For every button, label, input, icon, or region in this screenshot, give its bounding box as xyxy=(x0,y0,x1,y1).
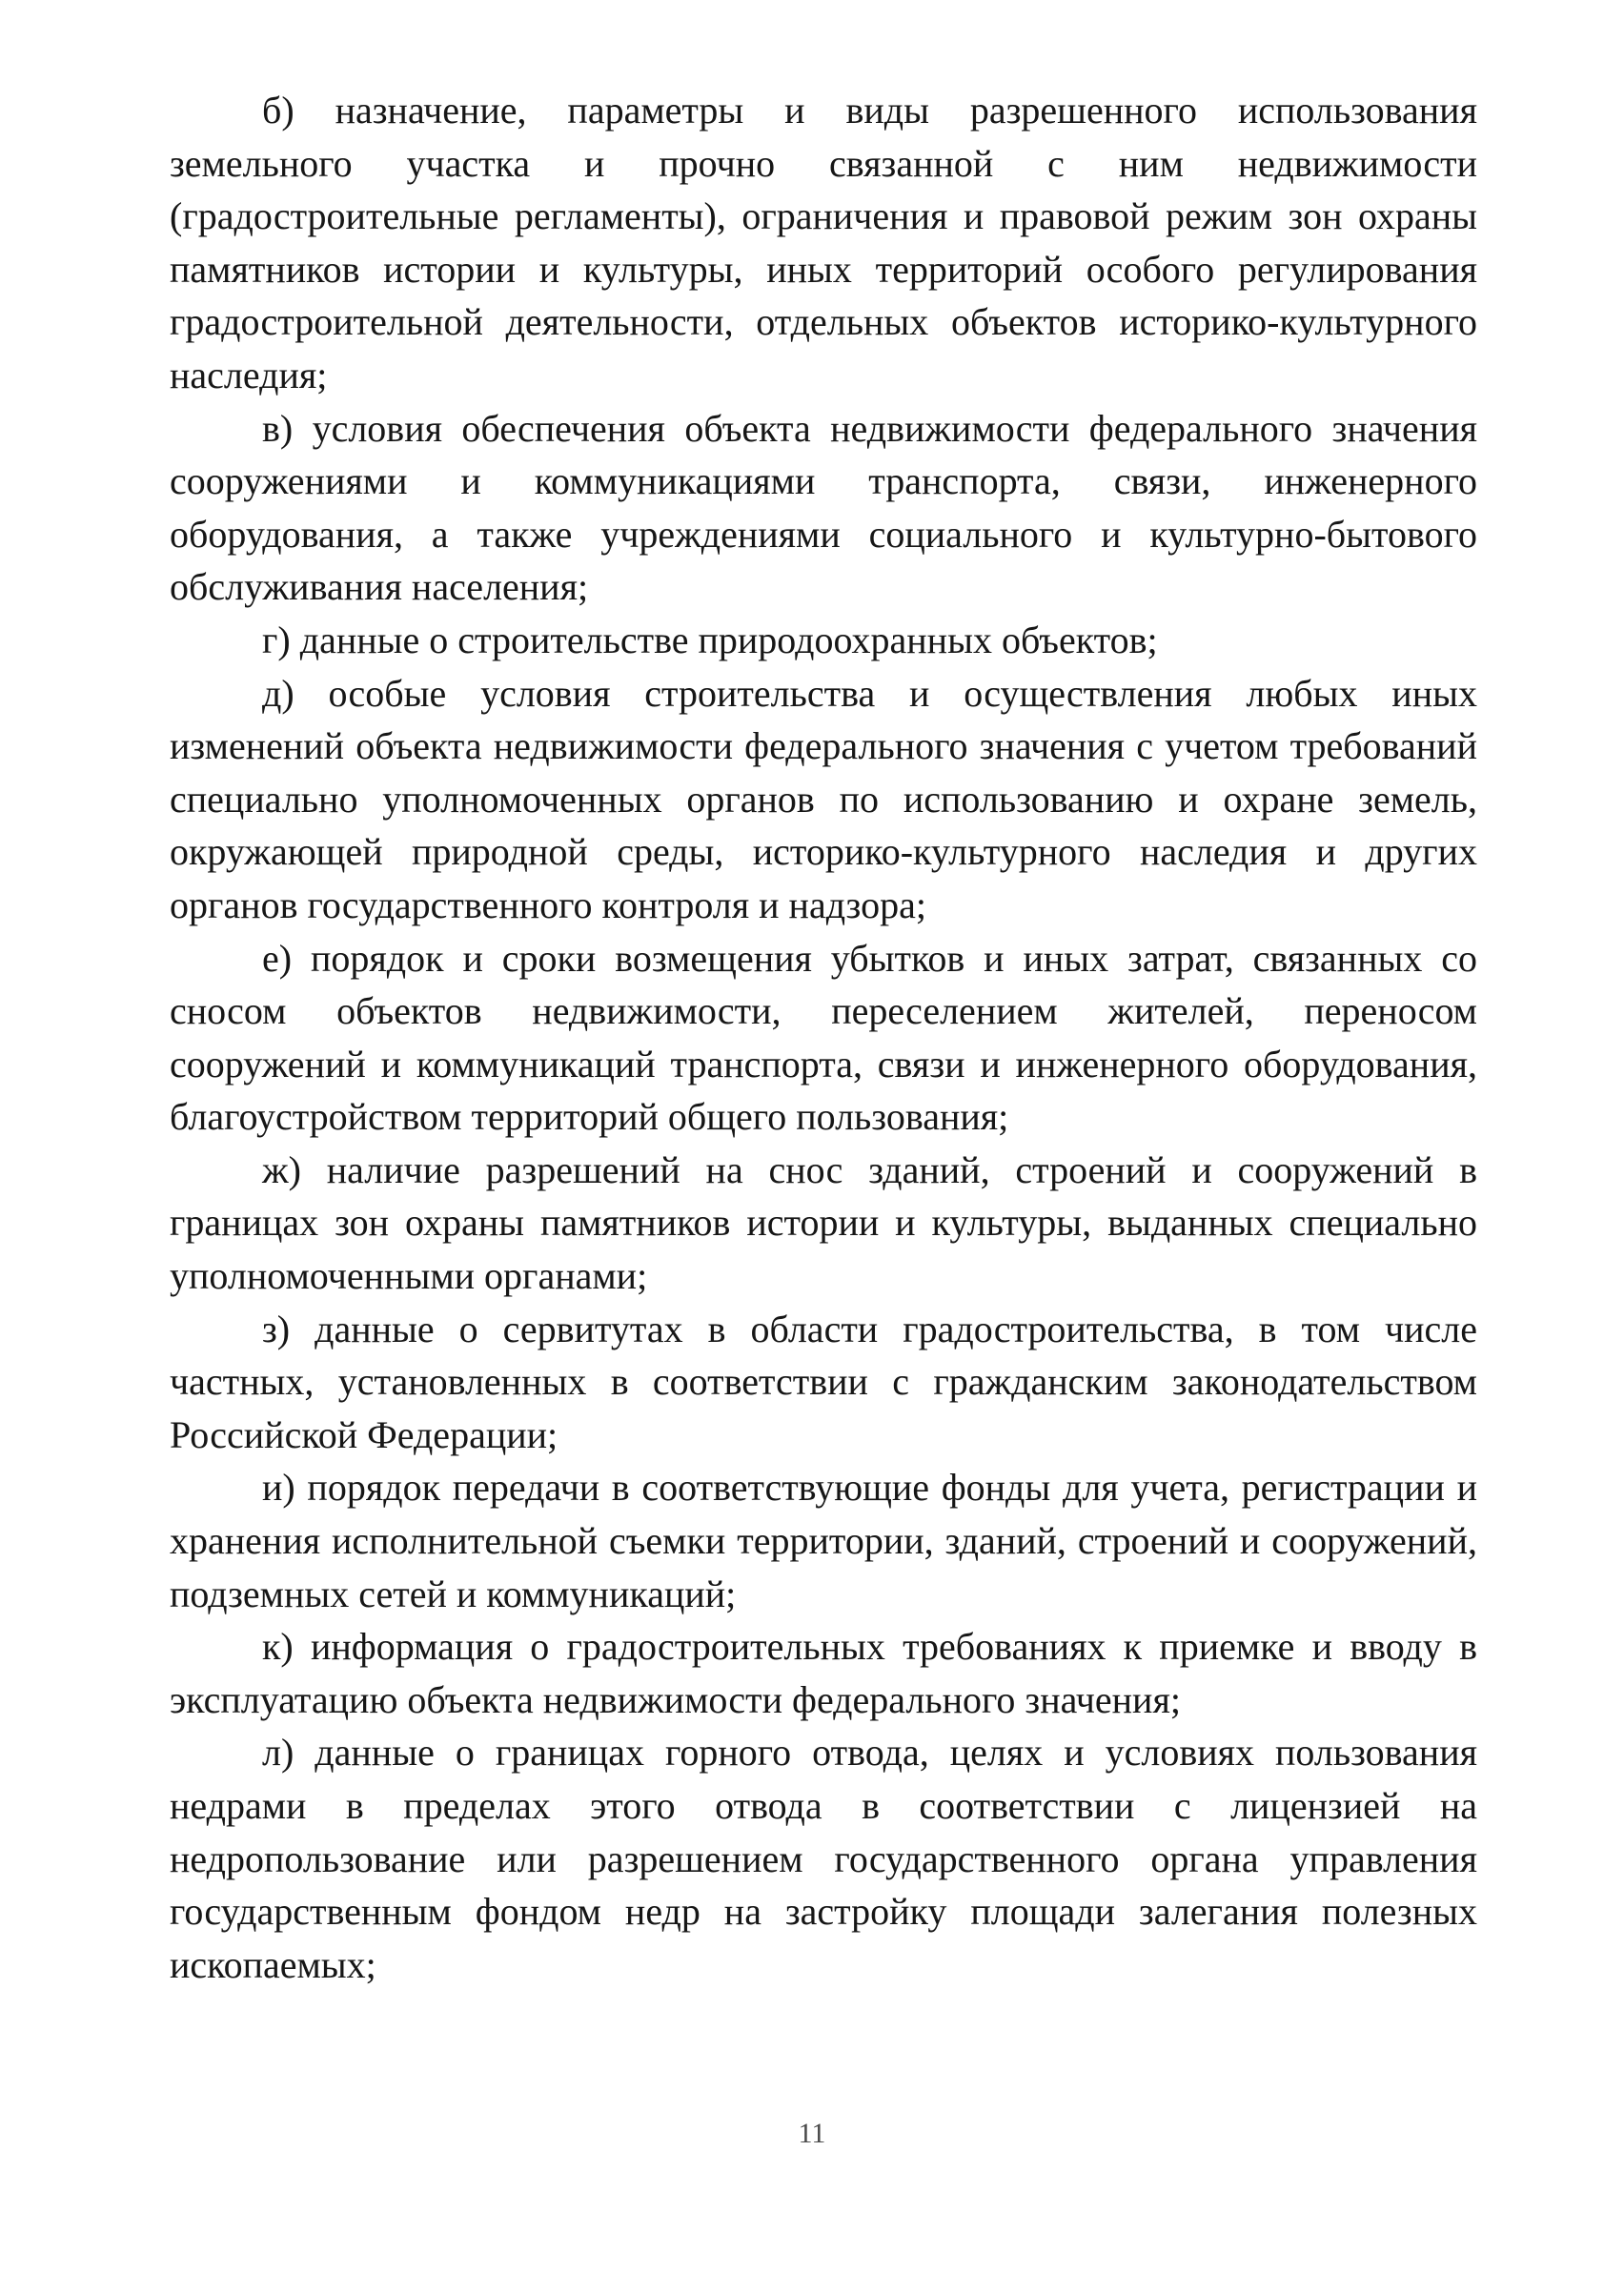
paragraph-l: л) данные о границах горного отвода, целях и условиях пользования недрами в пределах этого отвода в соответствии с лицензией на недропользование или разрешением государственного органа управления государственным фондом недр на застройку площади залегания полезных ископаемых; xyxy=(170,1731,1477,1986)
paragraph-z: з) данные о сервитутах в области градостроительства, в том числе частных, установленных в соответствии с гражданским законодательством Российской Федерации; xyxy=(170,1307,1477,1456)
paragraph-b: б) назначение, параметры и виды разрешенного использования земельного участка и прочно связанной с ним недвижимости (градостроительные регламенты), ограничения и правовой режим зон охраны памятников истории и культуры, иных территорий особого регулирования градостроительной деятельности, отдельных объектов историко-культурного наследия; xyxy=(170,89,1477,396)
document-body xyxy=(170,84,1477,1991)
paragraph-d: д) особые условия строительства и осуществления любых иных изменений объекта недвижимости федерального значения с учетом требований специально уполномоченных органов по использованию и охране земель, окружающей природной среды, историко-культурного наследия и других органов государственного контроля и надзора; xyxy=(170,671,1477,926)
paragraph-e: е) порядок и сроки возмещения убытков и иных затрат, связанных со сносом объектов недвижимости, переселением жителей, переносом сооружений и коммуникаций транспорта, связи и инженерного оборудования, благоустройством территорий общего пользования; xyxy=(170,936,1477,1139)
paragraph-zh: ж) наличие разрешений на снос зданий, строений и сооружений в границах зон охраны памятников истории и культуры, выданных специально уполномоченными органами; xyxy=(170,1147,1477,1298)
paragraph-g: г) данные о строительстве природоохранных объектов; xyxy=(262,618,1158,661)
page-number: 11 xyxy=(798,2118,826,2149)
paragraph-i: и) порядок передачи в соответствующие фонды для учета, регистрации и хранения исполнительной съемки территории, зданий, строений и сооружений, подземных сетей и коммуникаций; xyxy=(170,1466,1477,1615)
paragraph-v: в) условия обеспечения объекта недвижимости федерального значения сооружениями и коммуникациями транспорта, связи, инженерного оборудования, а также учреждениями социального и культурно-бытового обслуживания населения; xyxy=(170,406,1477,609)
paragraph-k: к) информация о градостроительных требованиях к приемке и вводу в эксплуатацию объекта недвижимости федерального значения; xyxy=(170,1625,1477,1721)
